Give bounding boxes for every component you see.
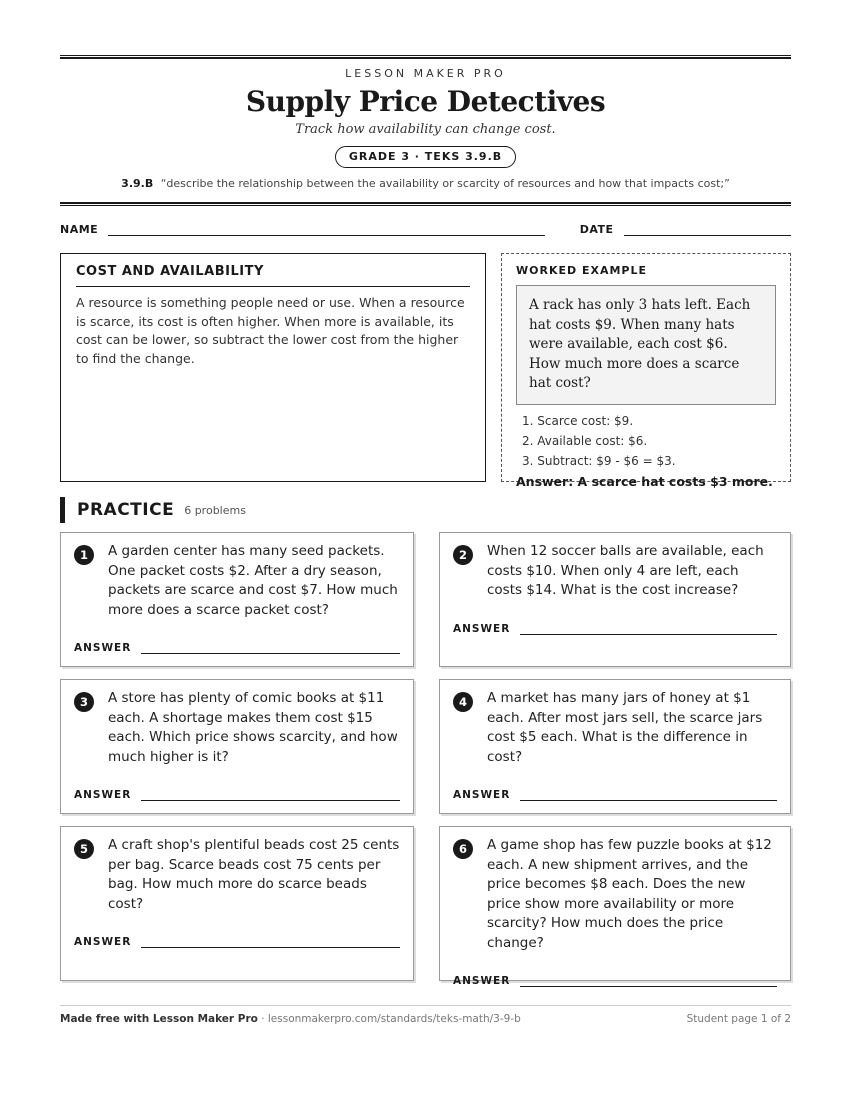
worked-step: 3. Subtract: $9 - $6 = $3. — [522, 453, 676, 468]
footer-made-with: Made free with Lesson Maker Pro — [60, 1013, 258, 1025]
name-date-row — [60, 218, 791, 236]
answer-label: ANSWER — [453, 789, 511, 801]
problem-number: 3 — [74, 692, 94, 712]
answer-field[interactable] — [141, 940, 400, 948]
answer-row — [74, 640, 400, 654]
worked-example-steps — [516, 411, 776, 471]
answer-row — [453, 973, 777, 987]
standard-text: “describe the relationship between the availability or scarcity of resources and how that impacts cost;” — [160, 177, 730, 190]
problem-text: A garden center has many seed packets. One packet costs $2. After a dry season, packets are scarce and cost $7. How much more does a scarce packet cost? — [108, 543, 398, 618]
worked-step: 1. Scarce cost: $9. — [522, 413, 634, 428]
worked-example-heading: WORKED EXAMPLE — [516, 264, 647, 277]
answer-field[interactable] — [141, 793, 400, 801]
grade-badge: GRADE 3 · TEKS 3.9.B — [335, 146, 516, 168]
answer-label: ANSWER — [453, 622, 511, 635]
footer-credit — [60, 1013, 521, 1025]
problem-card — [439, 532, 791, 667]
answer-field[interactable] — [141, 646, 400, 654]
header-top-rule — [60, 55, 791, 59]
practice-header — [60, 497, 791, 523]
worked-example-answer: Answer: A scarce hat costs $3 more. — [516, 473, 773, 489]
page-title: Supply Price Detectives — [245, 85, 606, 118]
answer-label: ANSWER — [74, 936, 132, 948]
concept-box — [60, 253, 486, 482]
problem-card — [439, 826, 791, 987]
answer-row — [453, 787, 777, 801]
brand-label: LESSON MAKER PRO — [345, 67, 506, 80]
page-subtitle: Track how availability can change cost. — [295, 122, 556, 137]
practice-count: 6 problems — [184, 503, 246, 517]
worked-example-box — [501, 253, 791, 489]
answer-row — [74, 787, 400, 801]
worksheet-page — [60, 55, 791, 993]
problem-card — [439, 679, 791, 814]
practice-grid — [60, 532, 791, 993]
answer-label: ANSWER — [74, 642, 132, 654]
standard-line — [60, 176, 791, 192]
date-field[interactable] — [624, 226, 791, 236]
problem-number: 6 — [453, 839, 473, 859]
answer-row — [453, 621, 777, 635]
problem-card — [60, 679, 414, 814]
footer-link[interactable]: · lessonmakerpro.com/standards/teks-math/3-9-b — [257, 1013, 521, 1025]
problem-number: 4 — [453, 692, 473, 712]
intro-row — [60, 253, 791, 489]
problem-text: When 12 soccer balls are available, each costs $10. When only 4 are left, each costs $14. What is the cost increase? — [487, 543, 764, 598]
concept-heading: COST AND AVAILABILITY — [76, 264, 470, 287]
problem-number: 5 — [74, 839, 94, 859]
answer-field[interactable] — [520, 793, 777, 801]
problem-text: A store has plenty of comic books at $11 each. A shortage makes them cost $15 each. Which price shows scarcity, and how much higher is it? — [108, 690, 398, 765]
page-footer — [60, 1005, 791, 1025]
name-field[interactable] — [108, 226, 545, 236]
badge-row — [60, 145, 791, 168]
practice-title: PRACTICE — [77, 500, 175, 520]
answer-field[interactable] — [520, 979, 777, 987]
concept-body: A resource is something people need or use. When a resource is scarce, its cost is often higher. When more is available, its cost can be lower, so subtract the lower cost from the higher to find the change. — [76, 295, 465, 366]
answer-field[interactable] — [520, 627, 777, 635]
problem-card — [60, 826, 414, 981]
practice-accent-bar — [60, 497, 65, 523]
header-bottom-rule — [60, 202, 791, 206]
problem-number: 2 — [453, 545, 473, 565]
date-label: DATE — [579, 223, 614, 236]
problem-text: A game shop has few puzzle books at $12 each. A new shipment arrives, and the price becomes $8 each. Does the new price show more availability or more scarcity? How much does the price change? — [487, 837, 772, 951]
answer-row — [74, 934, 400, 948]
footer-page-number: Student page 1 of 2 — [686, 1013, 791, 1025]
answer-label: ANSWER — [74, 789, 132, 801]
problem-number: 1 — [74, 545, 94, 565]
worked-step: 2. Available cost: $6. — [522, 433, 648, 448]
problem-card — [60, 532, 414, 667]
answer-label: ANSWER — [453, 975, 511, 987]
worked-example-problem: A rack has only 3 hats left. Each hat costs $9. When many hats were available, each cost $6. How much more does a scarce hat cost? — [516, 285, 776, 405]
problem-text: A market has many jars of honey at $1 each. After most jars sell, the scarce jars cost $5 each. What is the difference in cost? — [487, 690, 763, 765]
name-label: NAME — [60, 223, 99, 236]
standard-code: 3.9.B — [121, 177, 154, 190]
problem-text: A craft shop's plentiful beads cost 25 cents per bag. Scarce beads cost 75 cents per bag. How much more do scarce beads cost? — [108, 837, 400, 912]
